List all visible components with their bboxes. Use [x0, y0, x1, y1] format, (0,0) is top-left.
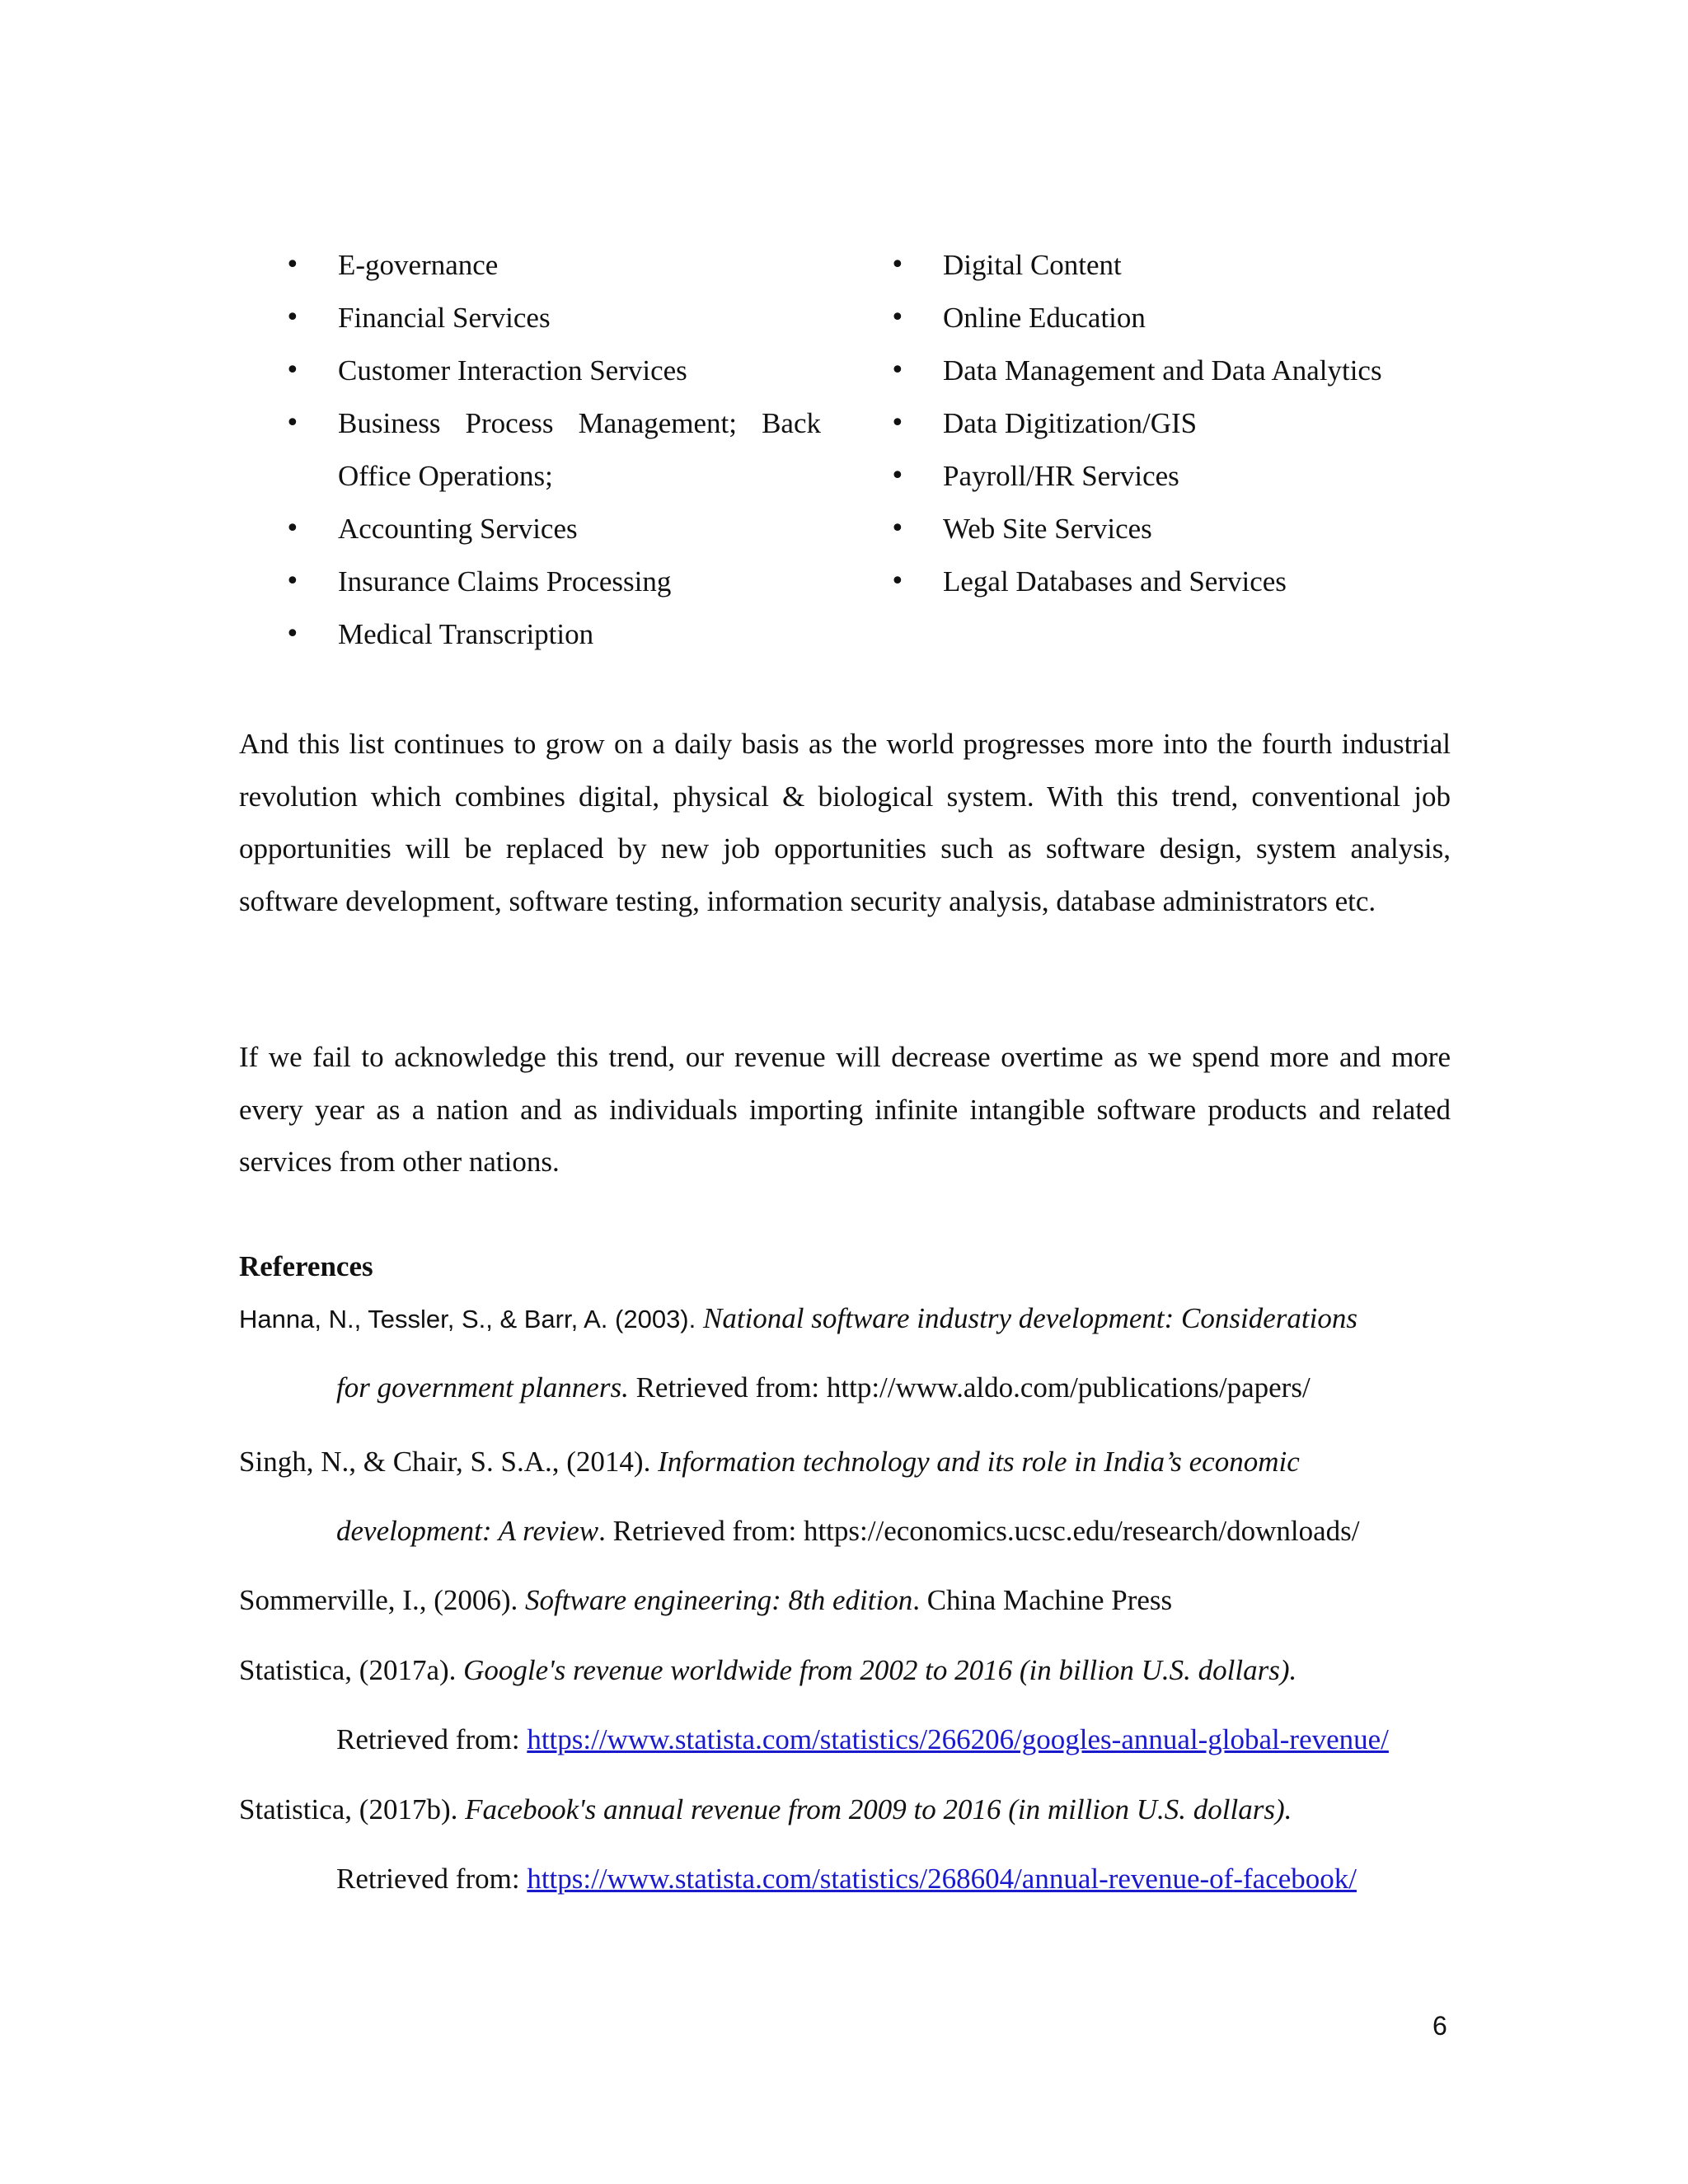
reference-title: development: A review [336, 1515, 599, 1547]
reference-sommerville [239, 1566, 1492, 1635]
list-item: • Data Digitization/GIS [890, 397, 1467, 450]
list-item: • Accounting Services [285, 503, 821, 555]
reference-title: Software engineering: 8th edition [525, 1584, 913, 1616]
services-list-left [285, 239, 821, 661]
list-item: • Financial Services [285, 292, 821, 344]
reference-retrieved: Retrieved from: [336, 1863, 520, 1895]
list-item: • Insurance Claims Processing [285, 555, 821, 608]
list-item: • Legal Databases and Services [890, 555, 1467, 608]
list-item: • Payroll/HR Services [890, 450, 1467, 503]
reference-title: for government planners. [336, 1371, 629, 1404]
reference-title: Facebook's annual revenue from 2009 to 2016 (in million U.S. dollars). [465, 1793, 1292, 1825]
list-item: • Business Process Management; Back Office Operations; [285, 397, 821, 503]
list-item: • E-governance [285, 239, 821, 292]
reference-publisher: . China Machine Press [912, 1584, 1173, 1616]
reference-link[interactable]: https://www.statista.com/statistics/268604/annual-revenue-of-facebook/ [527, 1863, 1357, 1895]
list-item: • Customer Interaction Services [285, 344, 821, 397]
reference-hanna [239, 1284, 1492, 1422]
services-list-right [890, 239, 1467, 608]
reference-statistica-b [239, 1775, 1492, 1914]
page-number: 6 [1432, 2011, 1447, 2041]
reference-authors: Statistica, (2017a). [239, 1654, 457, 1686]
list-item: • Data Management and Data Analytics [890, 344, 1467, 397]
reference-retrieved: Retrieved from: http://www.aldo.com/publications/papers/ [635, 1371, 1311, 1404]
references-heading: References [239, 1250, 373, 1282]
body-paragraph: If we fail to acknowledge this trend, our revenue will decrease overtime as we spend more and more every year as a nation and as individuals importing infinite intangible software products and related services from other nations. [239, 1041, 1451, 1178]
list-item: • Digital Content [890, 239, 1467, 292]
reference-retrieved: Retrieved from: [336, 1723, 520, 1755]
list-item: • Online Education [890, 292, 1467, 344]
body-paragraph: And this list continues to grow on a daily basis as the world progresses more into the fourth industrial revolution which combines digital, physical & biological system. With this trend, conventional job opportunities will be replaced by new job opportunities such as software design, system analysis, software development, software testing, information security analysis, database administrators etc. [239, 728, 1451, 917]
reference-authors: Sommerville, I., (2006). [239, 1584, 518, 1616]
reference-authors: Singh, N., & Chair, S. S.A., (2014). [239, 1446, 651, 1478]
reference-retrieved: . Retrieved from: https://economics.ucsc.edu/research/downloads/ [598, 1515, 1360, 1547]
list-item: • Medical Transcription [285, 608, 821, 661]
reference-link[interactable]: https://www.statista.com/statistics/266206/googles-annual-global-revenue/ [527, 1723, 1389, 1755]
reference-authors: Statistica, (2017b). [239, 1793, 458, 1825]
list-item: • Web Site Services [890, 503, 1467, 555]
reference-singh [239, 1427, 1492, 1566]
reference-title: Information technology and its role in India’s economic [658, 1446, 1300, 1478]
reference-title: National software industry development: Considerations [703, 1302, 1357, 1334]
reference-authors: Hanna, N., Tessler, S., & Barr, A. (2003). [239, 1305, 696, 1333]
reference-title: Google's revenue worldwide from 2002 to 2016 (in billion U.S. dollars). [463, 1654, 1297, 1686]
reference-statistica-a [239, 1636, 1492, 1774]
